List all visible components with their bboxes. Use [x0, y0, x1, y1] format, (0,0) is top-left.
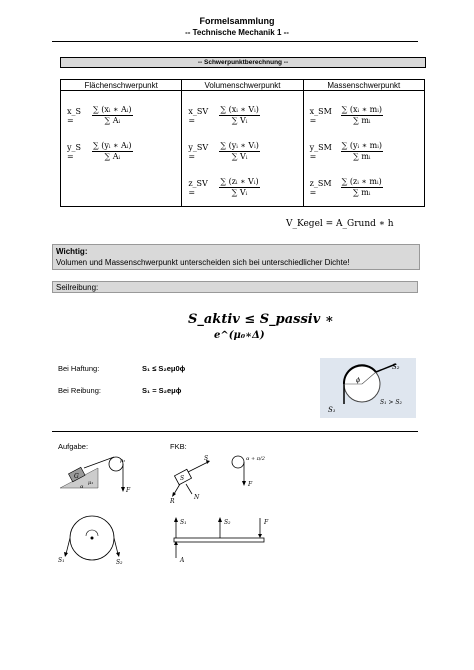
col-flaeche: Flächenschwerpunkt [61, 80, 182, 91]
fig4-s1: S₁ [180, 519, 187, 526]
note-text: Volumen und Massenschwerpunkt unterscheiden sich bei unterschiedlicher Dichte! [56, 258, 350, 267]
fig3-s2: S₂ [116, 559, 123, 566]
col-masse: Massenschwerpunkt [303, 80, 424, 91]
fig1-mu1: μ₁ [88, 480, 94, 486]
formula-ysv: y_SV = $\frac{\text{∑ (yᵢ ∗ Vᵢ)}}{\text{∑ Vᵢ}}$ [188, 141, 259, 161]
fig2-s-block: S [180, 475, 185, 482]
col-volumen: Volumenschwerpunkt [182, 80, 303, 91]
fig4-a: A [180, 557, 185, 564]
fig1-g: G [74, 473, 79, 480]
section-title: -- Schwerpunktberechnung -- [60, 57, 426, 68]
seilreibung-title: Seilreibung: [52, 281, 418, 293]
fig2-s2: S [204, 455, 209, 462]
label-relation: S₁ > S₂ [380, 399, 402, 406]
label-phi: ϕ [356, 377, 361, 384]
seil-formula-exp: e^(μ₀∗Δ) [214, 330, 265, 341]
reibung-label: Bei Reibung: [58, 386, 101, 395]
seil-formula-main: S_aktiv ≤ S_passiv ∗ [188, 312, 334, 327]
label-s2: S₂ [392, 363, 400, 371]
reibung-formula: S₁ = S₂eμϕ [142, 386, 182, 395]
fig2-f: F [248, 481, 253, 488]
fig1-mu2: μ₂ [120, 458, 126, 464]
haftung-label: Bei Haftung: [58, 364, 100, 373]
cell-volumen [182, 91, 303, 207]
fkb-label: FKB: [170, 442, 187, 451]
formula-zsm: z_SM = $\frac{\text{∑ (zᵢ ∗ mᵢ)}}{\text{∑ mᵢ}}$ [309, 177, 382, 197]
haftung-formula: S₁ ≤ S₂eμ0ϕ [142, 364, 186, 373]
formula-xs: x_S = $\frac{\text{∑ (xᵢ ∗ Aᵢ)}}{\text{∑ Aᵢ}}$ [67, 105, 132, 125]
fig1-f: F [126, 487, 131, 494]
formula-xsv: x_SV = $\frac{\text{∑ (xᵢ ∗ Vᵢ)}}{\text{∑ Vᵢ}}$ [188, 105, 259, 125]
note-box [52, 244, 420, 270]
aufgabe-label: Aufgabe: [58, 442, 89, 451]
aufgabe-figure-pulley [56, 514, 132, 568]
fkb-figure-block [170, 452, 266, 504]
formula-xsm: x_SM = $\frac{\text{∑ (xᵢ ∗ mᵢ)}}{\text{∑ mᵢ}}$ [309, 105, 382, 125]
cell-flaeche [61, 91, 182, 207]
document-subtitle: -- Technische Mechanik 1 -- [185, 28, 289, 37]
fig4-f: F [264, 519, 269, 526]
formula-ysm: y_SM = $\frac{\text{∑ (yᵢ ∗ mᵢ)}}{\text{∑ mᵢ}}$ [309, 141, 382, 161]
volume-cone-formula: V_Kegel = A_Grund ∗ h [286, 219, 394, 229]
section-rule [52, 431, 418, 432]
formula-zsv: z_SV = $\frac{\text{∑ (zᵢ ∗ Vᵢ)}}{\text{∑ Vᵢ}}$ [188, 177, 259, 197]
cell-masse [303, 91, 424, 207]
schwerpunkt-table [60, 79, 425, 207]
fig2-n: N [194, 494, 200, 501]
fig4-s2: S₂ [224, 519, 231, 526]
fig3-s1: S₁ [58, 557, 65, 564]
document-title: Formelsammlung [199, 16, 275, 26]
label-s1: S₁ [328, 406, 336, 414]
fig2-alpha: α + π/2 [246, 456, 265, 462]
header-rule [52, 41, 418, 42]
aufgabe-figure-incline [58, 454, 142, 498]
fkb-figure-beam [168, 514, 272, 568]
fig2-r: R [170, 498, 175, 504]
note-label: Wichtig: [56, 247, 88, 256]
seilreibung-figure [320, 358, 416, 418]
formula-ys: y_S = $\frac{\text{∑ (yᵢ ∗ Aᵢ)}}{\text{∑ Aᵢ}}$ [67, 141, 132, 161]
fig1-alpha: α [80, 484, 84, 490]
